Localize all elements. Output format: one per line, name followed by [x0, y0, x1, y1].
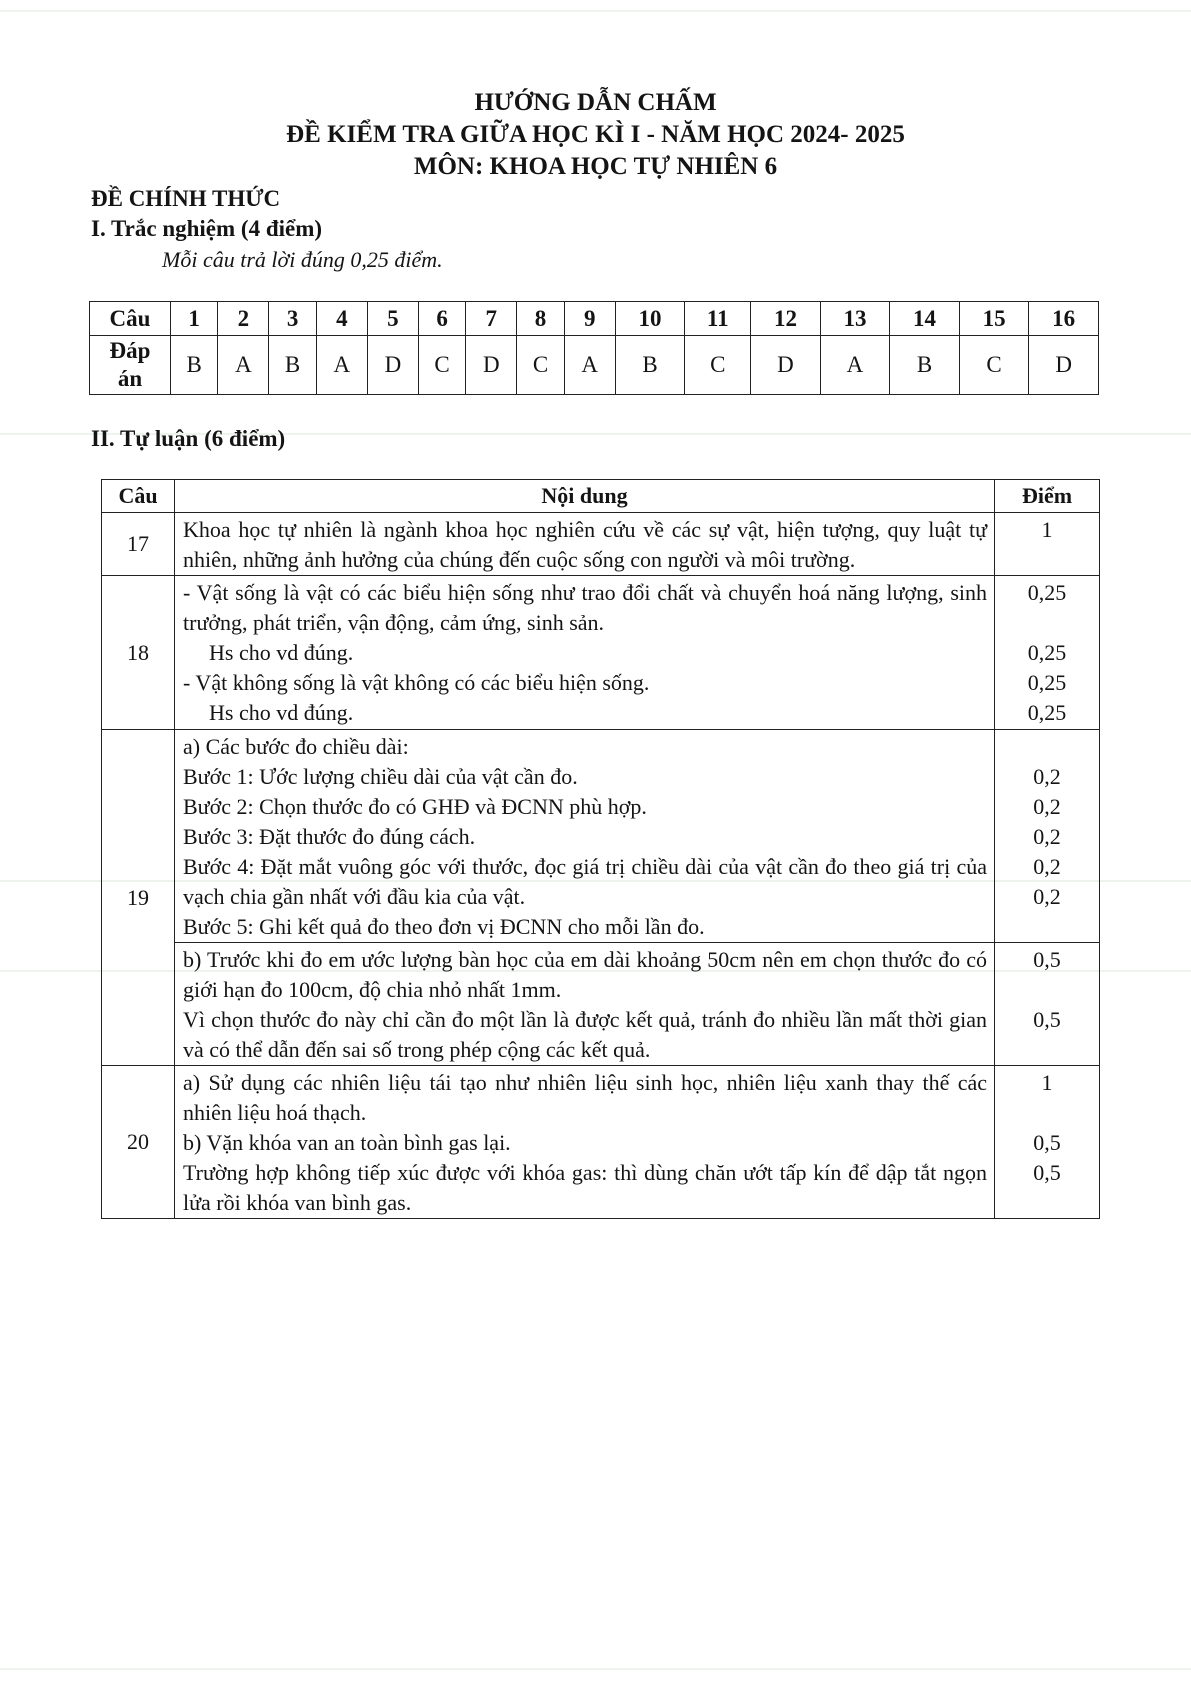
question-number: 3	[269, 302, 316, 336]
content-line: Bước 1: Ước lượng chiều dài của vật cần đo.	[183, 764, 578, 789]
score-value: 1	[1041, 517, 1053, 542]
essay-row-20	[102, 1066, 1100, 1219]
question-number: 19	[102, 730, 175, 1066]
answer-content	[175, 1066, 995, 1219]
answer-content	[175, 943, 995, 1066]
score-value: 0,5	[1033, 1130, 1061, 1155]
answer-content	[175, 730, 995, 943]
score-cell	[995, 513, 1100, 576]
score-value: 0,2	[1033, 824, 1061, 849]
score-value: 0,2	[1033, 854, 1061, 879]
content-line: Vì chọn thước đo này chỉ cần đo một lần là được kết quả, tránh đo nhiều lần mất thời gian và có thể dẫn đến sai số trong phép cộng các kết quả.	[183, 1007, 987, 1062]
content-line: Bước 2: Chọn thước đo có GHĐ và ĐCNN phù hợp.	[183, 794, 647, 819]
question-number: 2	[218, 302, 269, 336]
question-number: 11	[685, 302, 751, 336]
score-value: 0,25	[1027, 580, 1067, 605]
subject-title: MÔN: KHOA HỌC TỰ NHIÊN 6	[413, 153, 778, 180]
document-title: HƯỚNG DẪN CHẤM	[474, 89, 717, 116]
essay-row-19a	[102, 730, 1100, 943]
official-label: ĐỀ CHÍNH THỨC	[91, 186, 281, 211]
essay-row-17	[102, 513, 1100, 576]
answer-letter: B	[890, 336, 960, 395]
content-line: Khoa học tự nhiên là ngành khoa học nghiên cứu về các sự vật, hiện tượng, quy luật tự nhiên, những ảnh hưởng của chúng đến cuộc sống con người và môi trường.	[183, 517, 987, 572]
answer-letter: B	[171, 336, 218, 395]
score-value	[996, 608, 1098, 638]
answer-letter: B	[269, 336, 316, 395]
score-value: 0,2	[1033, 884, 1061, 909]
question-number: 12	[751, 302, 821, 336]
score-value: 0,25	[1027, 700, 1067, 725]
answer-letter: B	[615, 336, 685, 395]
content-line: Bước 5: Ghi kết quả đo theo đơn vị ĐCNN cho mỗi lần đo.	[183, 914, 705, 939]
question-number-row	[90, 302, 1099, 336]
question-number: 20	[102, 1066, 175, 1219]
question-number: 14	[890, 302, 960, 336]
question-number: 16	[1029, 302, 1099, 336]
exam-title: ĐỀ KIỂM TRA GIỮA HỌC KÌ I - NĂM HỌC 2024- 2025	[286, 121, 905, 148]
answer-letter: C	[959, 336, 1029, 395]
content-line: b) Trước khi đo em ước lượng bàn học của em dài khoảng 50cm nên em chọn thước đo có giới hạn đo 100cm, độ chia nhỏ nhất 1mm.	[183, 947, 987, 1002]
content-line: Trường hợp không tiếp xúc được với khóa gas: thì dùng chăn ướt tấp kín để dập tắt ngọn lửa rồi khóa van bình gas.	[183, 1160, 987, 1215]
question-number: 5	[367, 302, 418, 336]
answer-letter: A	[820, 336, 890, 395]
answer-letter: D	[466, 336, 517, 395]
answer-letter: D	[751, 336, 821, 395]
answer-letter: C	[517, 336, 564, 395]
question-number: 8	[517, 302, 564, 336]
question-number: 6	[418, 302, 465, 336]
answer-letter: A	[316, 336, 367, 395]
question-number: 9	[564, 302, 615, 336]
col-content-header: Nội dung	[175, 480, 995, 513]
score-value: 0,2	[1033, 794, 1061, 819]
answer-letter: C	[418, 336, 465, 395]
question-number: 18	[102, 576, 175, 730]
score-value: 0,5	[1033, 1160, 1061, 1185]
question-number: 15	[959, 302, 1029, 336]
answer-row-label-line1: Đáp	[109, 338, 151, 363]
answer-content	[175, 513, 995, 576]
score-cell	[995, 730, 1100, 943]
score-value: 0,25	[1027, 640, 1067, 665]
answer-key-table	[89, 301, 1099, 395]
answer-row	[90, 336, 1099, 395]
part1-note: Mỗi câu trả lời đúng 0,25 điểm.	[162, 247, 443, 272]
content-line: Hs cho vd đúng.	[209, 700, 354, 725]
score-cell	[995, 576, 1100, 730]
part1-heading: I. Trắc nghiệm (4 điểm)	[91, 216, 323, 241]
question-number: 13	[820, 302, 890, 336]
answer-letter: C	[685, 336, 751, 395]
essay-header-row	[102, 480, 1100, 513]
score-value	[996, 732, 1098, 762]
score-value: 0,2	[1033, 764, 1061, 789]
score-value: 0,5	[1033, 1007, 1061, 1032]
answer-letter: A	[218, 336, 269, 395]
question-number: 1	[171, 302, 218, 336]
question-number: 10	[615, 302, 685, 336]
content-line: Bước 4: Đặt mắt vuông góc với thước, đọc giá trị chiều dài của vật cần đo theo giá trị của vạch chia gần nhất với đầu kia của vật.	[183, 854, 987, 909]
col-score-header: Điểm	[995, 480, 1100, 513]
content-line: a) Sử dụng các nhiên liệu tái tạo như nhiên liệu sinh học, nhiên liệu xanh thay thế các nhiên liệu hoá thạch.	[183, 1070, 987, 1125]
content-line: Bước 3: Đặt thước đo đúng cách.	[183, 824, 476, 849]
content-line: a) Các bước đo chiều dài:	[183, 734, 409, 759]
score-value: 0,25	[1027, 670, 1067, 695]
answer-row-label	[90, 336, 171, 395]
score-cell	[995, 943, 1100, 1066]
answer-row-label-line2: án	[117, 366, 143, 391]
essay-row-18	[102, 576, 1100, 730]
score-value	[996, 975, 1098, 1005]
score-value: 1	[1041, 1070, 1053, 1095]
content-line: b) Vặn khóa van an toàn bình gas lại.	[183, 1130, 511, 1155]
answer-content	[175, 576, 995, 730]
score-value	[996, 1098, 1098, 1128]
question-number: 4	[316, 302, 367, 336]
content-line: - Vật sống là vật có các biểu hiện sống như trao đổi chất và chuyển hoá năng lượng, sinh trưởng, phát triển, vận động, cảm ứng, sinh sản.	[183, 580, 987, 635]
answer-letter: D	[367, 336, 418, 395]
col-question-header: Câu	[102, 480, 175, 513]
essay-row-19b	[102, 943, 1100, 1066]
question-number: 7	[466, 302, 517, 336]
score-cell	[995, 1066, 1100, 1219]
question-number: 17	[102, 513, 175, 576]
score-value: 0,5	[1033, 947, 1061, 972]
essay-scoring-table	[101, 479, 1100, 1219]
question-row-label: Câu	[90, 302, 171, 336]
answer-letter: D	[1029, 336, 1099, 395]
answer-letter: A	[564, 336, 615, 395]
content-line: Hs cho vd đúng.	[209, 640, 354, 665]
part2-heading: II. Tự luận (6 điểm)	[91, 426, 286, 451]
content-line: - Vật không sống là vật không có các biểu hiện sống.	[183, 670, 650, 695]
